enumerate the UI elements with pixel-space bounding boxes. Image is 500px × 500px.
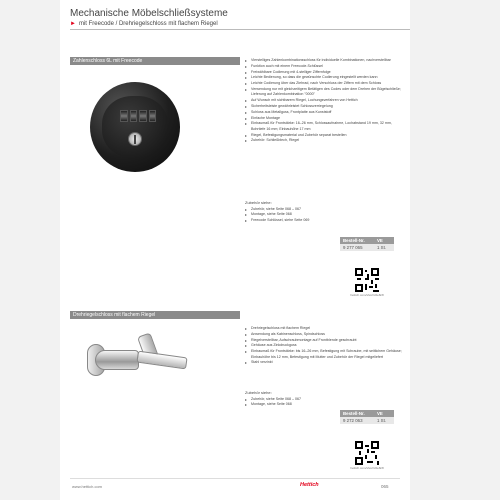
accessories-list <box>245 207 395 223</box>
order-number: 9 272 063 <box>340 417 374 424</box>
accessory-link[interactable]: ▸ Zubehör, siehe Seite 068 – 067 <box>245 397 395 402</box>
qr-url[interactable]: hettich.com/short/c0e8c8 <box>350 293 384 297</box>
accessories-title: Zubehör siehe: <box>245 200 272 205</box>
title-divider <box>70 29 410 30</box>
order-col-number: Bestell-Nr. <box>340 237 374 244</box>
feature-list-cam-lock <box>245 326 405 366</box>
list-item: ▸ Riegel, Befestigungsmaterial und Zubehör separat bestellen <box>245 133 405 138</box>
list-item: ▸ Funktion auch mit einem Freecode-Schlüssel <box>245 64 405 69</box>
page-subtitle <box>70 21 218 27</box>
list-item: ▸ Vierstelliges Zahlenkombinationsschloss für individuelle Kombinationen, nachverstellbar <box>245 58 405 63</box>
combination-lock-image <box>90 82 180 172</box>
list-item: ▸ Einfache Montage <box>245 116 405 121</box>
order-table <box>340 237 394 251</box>
lock-barrel <box>95 350 139 370</box>
table-row <box>340 417 394 424</box>
section-heading-cam-lock: Drehriegelschloss mit flachem Riegel <box>70 311 240 319</box>
list-item: ▸ Stahl verzinkt <box>245 360 405 365</box>
list-item: ▸ Schloss aus Metallguss, Frontplatte aus Kunststoff <box>245 110 405 115</box>
order-number: 9 277 065 <box>340 244 374 251</box>
keyhole-icon <box>128 132 142 146</box>
list-item: ▸ Einbaumaß für Frontstärke: bis 16–26 mm, Befestigung mit Schraube, mit seitlichem Gehäuse; Einbauhöhe bis 12 mm, Befestigung mit Mutter und Zubehör der Riegel mitgeliefert <box>245 349 405 360</box>
accessory-link[interactable]: ▸ Zubehör, siehe Seite 068 – 067 <box>245 207 395 212</box>
page-subtitle-text: mit Freecode / Drehriegelschloss mit flachem Riegel <box>78 21 218 27</box>
accessory-link[interactable]: ▸ Montage, siehe Seite 068 <box>245 212 395 217</box>
arrow-icon: ► <box>70 21 76 27</box>
number-dials <box>120 110 156 122</box>
list-item: ▸ Zubehör: Schließblech, Riegel <box>245 138 405 143</box>
list-item: ▸ Drehriegelschloss mit flachem Riegel <box>245 326 405 331</box>
order-unit: 1 St. <box>374 417 394 424</box>
list-item: ▸ Riegelverstellbar, Aufschraubmontage auf Frontblende geschraubt <box>245 338 405 343</box>
cam-lock-image <box>85 326 195 388</box>
flat-bolt <box>136 351 187 370</box>
section-heading-combination-lock: Zahlenschloss 6L mit Freecode <box>70 57 240 65</box>
accessories-list <box>245 397 395 408</box>
table-row <box>340 244 394 251</box>
accessory-link[interactable]: ▸ Freecode Schlüssel, siehe Seite 069 <box>245 218 395 223</box>
list-item: ▸ Leichte Codierung über das Ziehrad, nach Verschluss der Ziffern mit dem Schloss <box>245 81 405 86</box>
qr-code-icon[interactable] <box>355 441 379 465</box>
page-number: 065 <box>381 484 389 489</box>
order-col-unit: VE <box>374 410 394 417</box>
order-col-number: Bestell-Nr. <box>340 410 374 417</box>
lock-face <box>102 96 168 158</box>
list-item: ▸ Verwendung nur mit gleichzeitigem Betätigen des Codes oder dem Drehen der Bügelschließe; Lieferung auf Zahlenkombination "0000" <box>245 87 405 98</box>
order-col-unit: VE <box>374 237 394 244</box>
list-item: ▸ Einbaumaß für Frontstärke: 16–26 mm, Schlossaufnahme, Lochabstand 19 mm, 32 mm, Bohrtiefe 16 mm; Einbauhöhe 17 mm <box>245 121 405 132</box>
list-item: ▸ Leichte Bedienung, so dass die gewünschte Codierung eingestellt werden kann <box>245 75 405 80</box>
accessories-title: Zubehör siehe: <box>245 390 272 395</box>
order-table <box>340 410 394 424</box>
list-item: ▸ Sicherheitsleiste gewährleistet Schlossverriegelung <box>245 104 405 109</box>
hettich-logo: Hettich <box>300 482 319 488</box>
feature-list-combination-lock <box>245 58 405 144</box>
list-item: ▸ Auf Wunsch mit sichtbarem Riegel, Lochungsverfahren von Hettich <box>245 98 405 103</box>
qr-url[interactable]: hettich.com/short/c0e8c8 <box>350 466 384 470</box>
list-item: ▸ Anwendung als Kabinenschloss, Spindschloss <box>245 332 405 337</box>
list-item: ▸ Freiwählbare Codierung mit 4-stelliger Ziffernfolge <box>245 70 405 75</box>
list-item: ▸ Gehäuse aus Zinkdruckguss <box>245 343 405 348</box>
footer-url[interactable]: www.hettich.com <box>72 484 103 489</box>
order-unit: 1 St. <box>374 244 394 251</box>
accessory-link[interactable]: ▸ Montage, siehe Seite 068 <box>245 402 395 407</box>
qr-code-icon[interactable] <box>355 268 379 292</box>
footer-divider <box>70 478 400 479</box>
page-title: Mechanische Möbelschließsysteme <box>70 8 228 19</box>
